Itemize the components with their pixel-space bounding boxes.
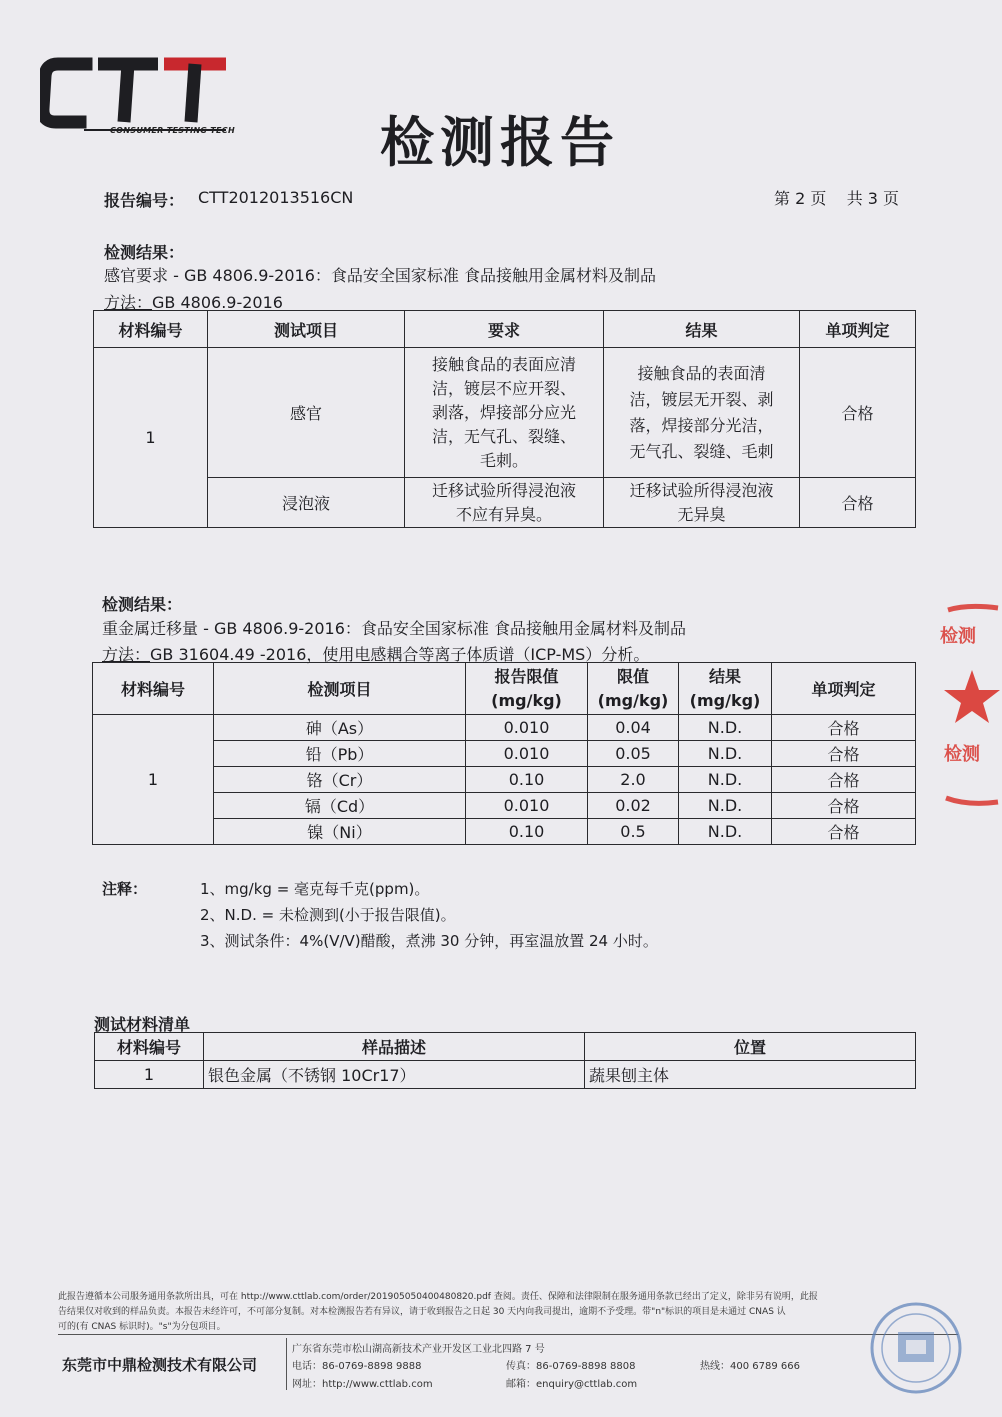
col-header: 检测项目: [214, 663, 466, 715]
col-header: [466, 663, 588, 715]
hotline-label: 热线：: [700, 1361, 730, 1372]
col-header: 样品描述: [204, 1033, 585, 1061]
section1-method-label: 方法：: [104, 293, 153, 312]
col-header: 单项判定: [772, 663, 916, 715]
col-header: 要求: [405, 311, 604, 348]
report-limit: 0.010: [466, 793, 588, 819]
footer-divider: [58, 1334, 958, 1335]
verdict: 合格: [800, 348, 916, 478]
result-cell: [604, 348, 800, 478]
limit: 2.0: [588, 767, 679, 793]
notes-label: 注释：: [102, 880, 148, 898]
note-item: 3、测试条件：4%(V/V)醋酸，煮沸 30 分钟，再室温放置 24 小时。: [200, 932, 658, 950]
disclaimer-line: 告结果仅对收到的样品负责。本报告未经许可，不可部分复制。对本检测报告若有异议，请于收到报告之日起 30 天内向我司提出，逾期不予受理。带"n"标识的项目是未通过 CNAS 认: [58, 1307, 786, 1317]
requirement-line: 洁，无气孔、裂缝、: [431, 426, 576, 446]
verdict: 合格: [772, 715, 916, 741]
table-row: [93, 715, 916, 741]
report-limit: 0.10: [466, 819, 588, 845]
col-header-line: 结果: [708, 666, 741, 686]
col-header: [588, 663, 679, 715]
logo-tagline: CONSUMER TESTING TECH: [110, 126, 235, 135]
report-no-label: 报告编号：: [104, 191, 185, 210]
element-name: 镉（Cd）: [214, 793, 466, 819]
result: N.D.: [679, 819, 772, 845]
sensory-table: [93, 310, 916, 528]
materials-table: [94, 1032, 916, 1089]
section2-heading: 检测结果：: [102, 595, 183, 614]
element-name: 铬（Cr）: [214, 767, 466, 793]
report-limit: 0.10: [466, 767, 588, 793]
materials-heading: 测试材料清单: [94, 1015, 191, 1034]
section2-method-label: 方法：: [102, 645, 151, 664]
limit: 0.02: [588, 793, 679, 819]
col-header: 结果: [604, 311, 800, 348]
stamp-top-text: 检测: [940, 626, 976, 647]
col-header: 材料编号: [95, 1033, 204, 1061]
test-item: 感官: [208, 348, 405, 478]
web-label: 网址：: [292, 1379, 322, 1390]
hotline: 400 6789 666: [730, 1361, 800, 1372]
result: N.D.: [679, 767, 772, 793]
result-cell: [604, 478, 800, 528]
result-line: 无异臭: [677, 504, 726, 524]
table-row: [95, 1061, 916, 1089]
note-item: 1、mg/kg = 毫克每千克(ppm)。: [200, 880, 430, 898]
page-title: 检测报告: [380, 110, 620, 174]
verdict: 合格: [772, 767, 916, 793]
col-header-unit: (mg/kg): [689, 690, 761, 710]
verdict: 合格: [800, 478, 916, 528]
stamp-bottom-text: 检测: [944, 744, 980, 765]
col-header: 位置: [585, 1033, 916, 1061]
requirement-line: 洁，镀层不应开裂、: [431, 378, 576, 398]
disclaimer-line: 可的(有 CNAS 标识时)。"s"为分包项目。: [58, 1322, 226, 1332]
col-header: 单项判定: [800, 311, 916, 348]
fax-label: 传真：: [506, 1361, 536, 1372]
web-link[interactable]: http://www.cttlab.com: [322, 1379, 433, 1390]
col-header: 材料编号: [94, 311, 208, 348]
element-name: 铅（Pb）: [214, 741, 466, 767]
requirement-line: 接触食品的表面应清: [431, 354, 576, 374]
result: N.D.: [679, 741, 772, 767]
test-item: 浸泡液: [208, 478, 405, 528]
requirement-cell: [405, 348, 604, 478]
heavy-metal-table: [92, 662, 916, 845]
note-item: 2、N.D. = 未检测到(小于报告限值)。: [200, 906, 456, 924]
tel: 86-0769-8898 9888: [322, 1361, 422, 1372]
result-line: 落，焊接部分光洁，: [629, 415, 774, 435]
tel-label: 电话：: [292, 1361, 322, 1372]
footer-disclaimer: [58, 1290, 958, 1335]
element-name: 砷（As）: [214, 715, 466, 741]
table-row: [93, 767, 916, 793]
limit: 0.5: [588, 819, 679, 845]
section1-requirement: 感官要求 - GB 4806.9-2016：食品安全国家标准 食品接触用金属材料及制品: [104, 266, 656, 285]
result: N.D.: [679, 793, 772, 819]
email-link[interactable]: enquiry@cttlab.com: [536, 1379, 638, 1390]
section2-requirement: 重金属迁移量 - GB 4806.9-2016：食品安全国家标准 食品接触用金属材料及制品: [102, 619, 686, 638]
table-row: [93, 819, 916, 845]
company-name: 东莞市中鼎检测技术有限公司: [62, 1356, 258, 1374]
result-line: 无气孔、裂缝、毛刺: [629, 441, 774, 461]
verdict: 合格: [772, 741, 916, 767]
report-limit: 0.010: [466, 715, 588, 741]
cnas-seal-icon: [868, 1300, 964, 1396]
col-header: 测试项目: [208, 311, 405, 348]
requirement-line: 不应有异臭。: [455, 504, 552, 524]
result-line: 洁，镀层无开裂、剥: [629, 389, 774, 409]
footer-address: 广东省东莞市松山湖高新技术产业开发区工业北四路 7 号: [292, 1344, 545, 1355]
requirement-cell: [405, 478, 604, 528]
table-row: [94, 478, 916, 528]
limit: 0.05: [588, 741, 679, 767]
table-row: [93, 741, 916, 767]
verdict: 合格: [772, 819, 916, 845]
section2-method: GB 31604.49 -2016，使用电感耦合等离子体质谱（ICP-MS）分析。: [150, 645, 650, 664]
col-header-line: 报告限值: [494, 666, 559, 686]
col-header-unit: (mg/kg): [491, 690, 562, 710]
element-name: 镍（Ni）: [214, 819, 466, 845]
notes-list: [200, 876, 658, 954]
table-row: [93, 793, 916, 819]
requirement-line: 迁移试验所得浸泡液: [431, 480, 576, 500]
fax: 86-0769-8898 8808: [536, 1361, 636, 1372]
requirement-line: 剥落，焊接部分应光: [431, 402, 576, 422]
report-limit: 0.010: [466, 741, 588, 767]
result-line: 接触食品的表面清: [637, 363, 766, 383]
col-header: [679, 663, 772, 715]
material-no: 1: [95, 1061, 204, 1089]
result-line: 迁移试验所得浸泡液: [629, 480, 774, 500]
report-no: CTT2012013516CN: [198, 188, 354, 207]
footer-vdivider: [286, 1338, 287, 1390]
verdict: 合格: [772, 793, 916, 819]
material-no: 1: [93, 715, 214, 845]
col-header-unit: (mg/kg): [597, 690, 669, 710]
material-no: 1: [94, 348, 208, 528]
limit: 0.04: [588, 715, 679, 741]
email-label: 邮箱：: [506, 1379, 536, 1390]
result: N.D.: [679, 715, 772, 741]
sample-location: 蔬果刨主体: [585, 1061, 916, 1089]
sample-description: 银色金属（不锈钢 10Cr17）: [204, 1061, 585, 1089]
page-info: 第 2 页 共 3 页: [774, 189, 900, 208]
section1-heading: 检测结果：: [104, 243, 185, 262]
col-header: 材料编号: [93, 663, 214, 715]
requirement-line: 毛刺。: [479, 450, 528, 470]
table-row: [94, 348, 916, 478]
disclaimer-line: 此报告遵循本公司服务通用条款所出具，可在 http://www.cttlab.com/order/20190505040048082​0.pdf 查阅。责任、保障和法律限制在服务通用条款已经出了定义，除非另有说明，此报: [58, 1292, 818, 1302]
col-header-line: 限值: [616, 666, 649, 686]
section1-method: GB 4806.9-2016: [152, 293, 283, 312]
